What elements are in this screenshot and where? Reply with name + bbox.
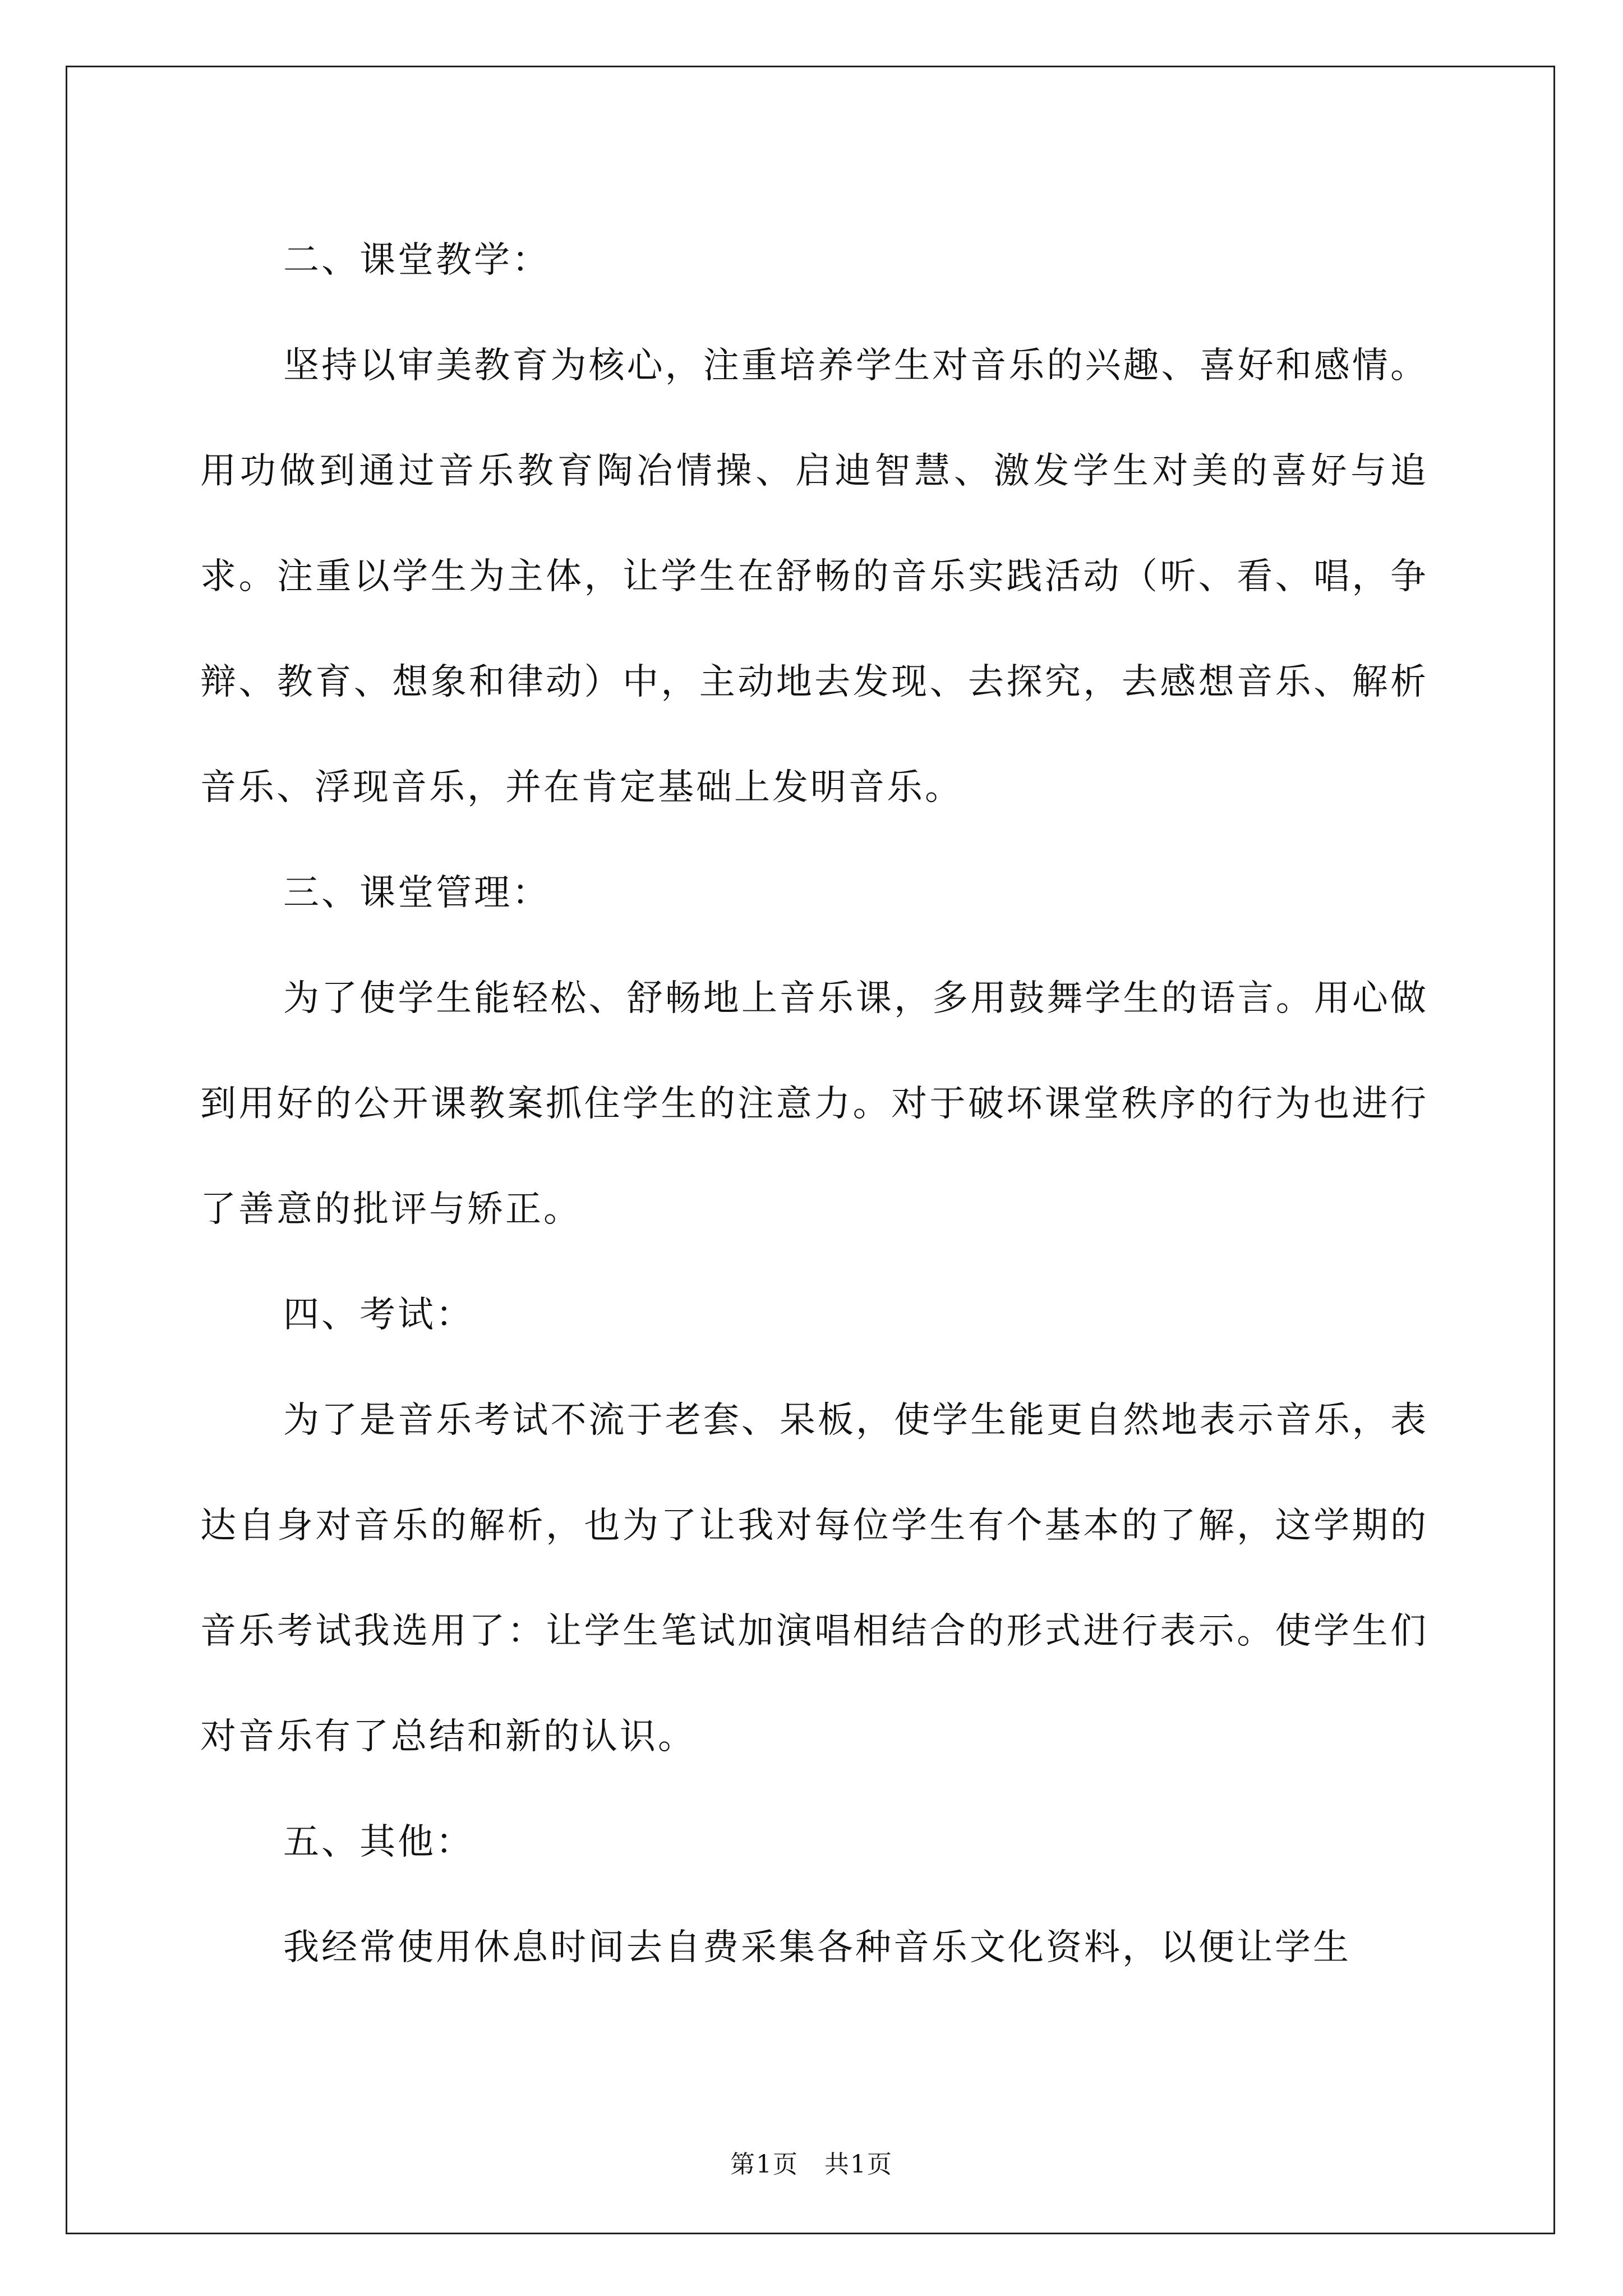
page-number-footer: 第1页 共1页 [730, 2150, 893, 2179]
section-heading: 二、课堂教学： [283, 240, 550, 281]
section-paragraph: 我经常使用休息时间去自费采集各种音乐文化资料，以便让学生 [283, 1927, 1351, 1968]
section-paragraph: 为了是音乐考试不流于老套、呆板，使学生能更自然地表示音乐，表达自身对音乐的解析，也为了让我对每位学生有个基本的了解，这学期的音乐考试我选用了：让学生笔试加演唱相结合的形式进行表示。使学生们对音乐有了总结和新的认识。 [200, 1400, 1428, 1757]
section-heading: 三、课堂管理： [283, 872, 550, 914]
document-body [200, 208, 1428, 2000]
section-paragraph: 为了使学生能轻松、舒畅地上音乐课，多用鼓舞学生的语言。用心做到用好的公开课教案抓住学生的注意力。对于破坏课堂秩序的行为也进行了善意的批评与矫正。 [200, 978, 1428, 1230]
section-paragraph: 坚持以审美教育为核心，注重培养学生对音乐的兴趣、喜好和感情。用功做到通过音乐教育陶冶情操、启迪智慧、激发学生对美的喜好与追求。注重以学生为主体，让学生在舒畅的音乐实践活动（听、看、唱，争辩、教育、想象和律动）中，主动地去发现、去探究，去感想音乐、解析音乐、浮现音乐，并在肯定基础上发明音乐。 [200, 345, 1428, 808]
section-heading: 五、其他： [283, 1821, 474, 1863]
section-heading: 四、考试： [283, 1294, 474, 1336]
